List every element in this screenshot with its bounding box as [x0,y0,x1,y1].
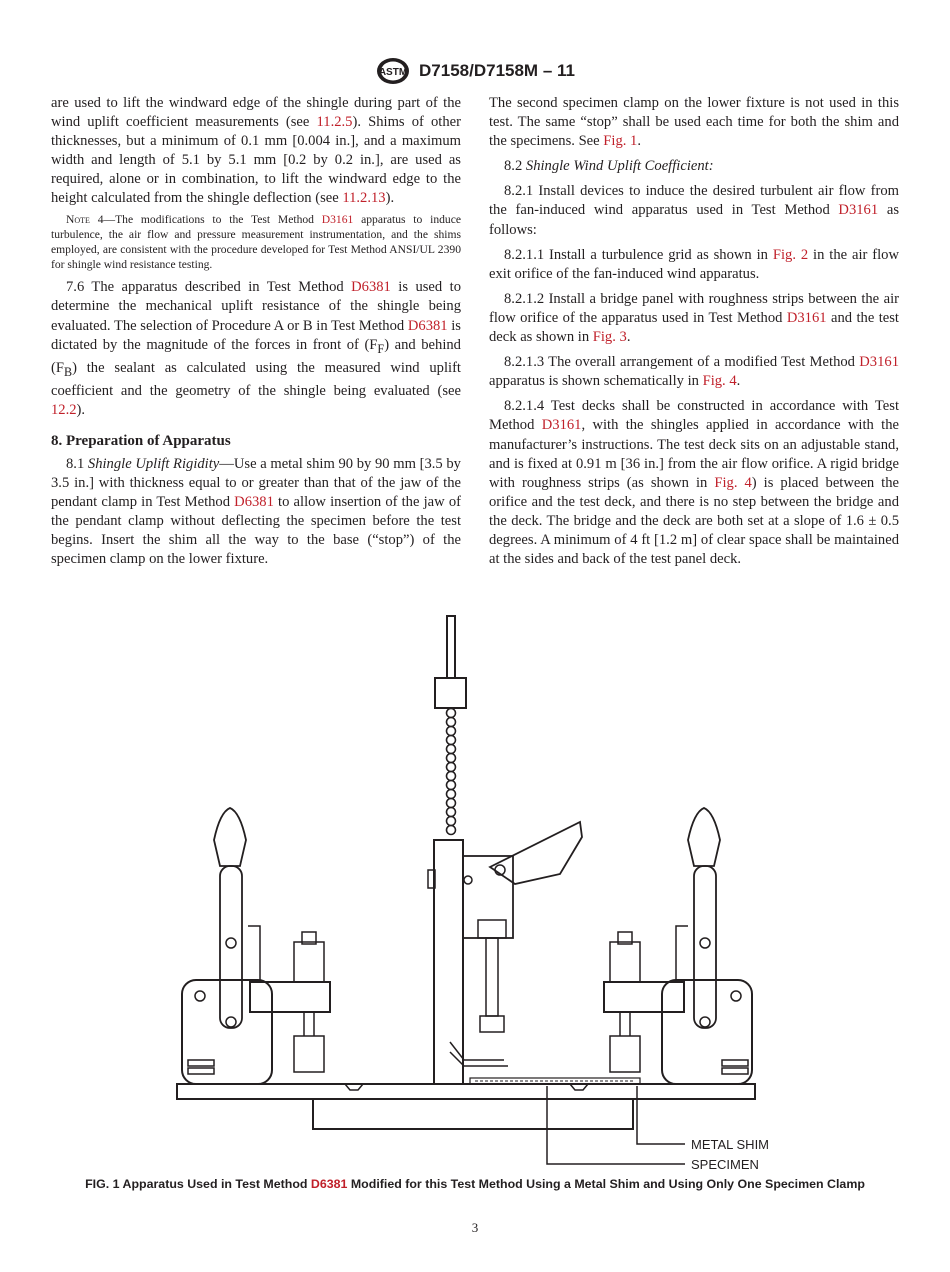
paragraph-8-1: 8.1 Shingle Uplift Rigidity—Use a metal shim 90 by 90 mm [3.5 by 3.5 in.] with thickness equal to or greater than that of the jaw of the pendant clamp in Test Method D6381 to allow insertion of the jaw of the pendant clamp without deflecting the specimen before the test begins. Insert the shim all the way to the base (“stop”) of the specimen clamp on the lower fixture. [51,455,461,568]
paragraph-8-2-1: 8.2.1 Install devices to induce the desired turbulent air flow from the fan-induced wind apparatus used in Test Method D3161 as follows: [489,183,899,238]
base-support [313,1099,633,1129]
paragraph-8-2-1-1: 8.2.1.1 Install a turbulence grid as shown in Fig. 2 in the air flow exit orifice of the fan-induced wind apparatus. [489,246,900,282]
apparatus-figure [170,612,790,1182]
left-spindle-pad [294,1036,324,1072]
right-spindle-pad [610,1036,640,1072]
link-fig-1[interactable]: Fig. 1 [603,133,638,150]
left-screw-nut [294,942,324,982]
label-specimen: SPECIMEN [691,1157,759,1172]
pendant-clamp-handle [490,822,582,884]
specimen-leader [547,1086,685,1164]
left-clamp-lever [220,866,242,1028]
link-d3161[interactable]: D3161 [541,417,582,434]
link-11-2-5[interactable]: 11.2.5 [316,114,353,131]
page-header [0,56,950,86]
link-d3161[interactable]: D3161 [321,212,354,226]
section-heading: 8. Preparation of Apparatus [51,432,231,449]
right-screw-nut [610,942,640,982]
figure-caption: FIG. 1 Apparatus Used in Test Method D6381 Modified for this Test Method Using a Metal Shim and Using Only One Specimen Clamp [85,1177,865,1191]
link-11-2-13[interactable]: 11.2.13 [342,190,386,207]
bead-chain [447,709,456,835]
page-number: 3 [471,1220,479,1235]
top-rod [447,616,455,678]
paragraph-8-2-1-4: 8.2.1.4 Test decks shall be constructed in accordance with Test Method D3161, with the shingles applied in accordance with the manufacturer’s instructions. The test deck sits on an adjustable stand, and is fixed at 0.91 m [36 in.] from the air flow orifice. A rigid bridge with roughness strips (as shown in Fig. 4) is placed between the orifice and the test deck, and there is no step between the bridge and the deck. The bridge and the deck are both set at a slope of 1.6 ± 0.5 degrees. A minimum of 4 ft [1.2 m] of clear space shall be maintained at the sides and back of the test panel deck. [489,398,900,568]
link-d6381[interactable]: D6381 [407,317,448,334]
note-4: Note 4—The modifications to the Test Method D3161 apparatus to induce turbulence, the air flow and pressure measurement instrumentation, and the shims employed, are consistent with the procedure developed for Test Method ANSI/UL 2390 for shingle wind resistance testing. [51,212,461,272]
center-post [434,840,463,1084]
link-fig-4[interactable]: Fig. 4 [702,373,737,390]
paragraph-8-2-1-2: 8.2.1.2 Install a bridge panel with roughness strips between the air flow orifice of the apparatus used in Test Method D3161 and the test deck as shown in Fig. 3. [489,290,899,346]
link-fig-4[interactable]: Fig. 4 [714,474,752,491]
link-12-2[interactable]: 12.2 [51,401,77,418]
logo-text: ASTM [378,67,408,78]
paragraph-8-2-1-3: 8.2.1.3 The overall arrangement of a modified Test Method D3161 apparatus is shown schematically in Fig. 4. [489,354,899,390]
left-column [51,94,461,570]
link-fig-3[interactable]: Fig. 3 [592,329,627,346]
link-d6381[interactable]: D6381 [310,1177,348,1191]
link-d3161[interactable]: D3161 [838,202,879,219]
right-column [489,94,899,569]
astm-logo-icon [375,56,411,86]
link-d6381[interactable]: D6381 [351,279,391,296]
base-plate [177,1084,755,1099]
shim-leader [637,1086,685,1144]
link-fig-2[interactable]: Fig. 2 [772,246,809,263]
top-block [435,678,466,708]
paragraph-continuation: The second specimen clamp on the lower fixture is not used in this test. The same “stop” shall be used each time for both the shim and the specimens. See Fig. 1. [489,95,899,150]
paragraph-8-2: 8.2 Shingle Wind Uplift Coefficient: [504,158,714,175]
link-d3161[interactable]: D3161 [786,309,827,326]
standard-designation: D7158/D7158M – 11 [419,61,575,80]
link-d3161[interactable]: D3161 [859,354,899,371]
paragraph-7-6: 7.6 The apparatus described in Test Method D6381 is used to determine the mechanical uplift resistance of the shingle being evaluated. The selection of Procedure A or B in Test Method D6381 is dictated by the magnitude of the forces in front of $(F_F)$ and behind $(F_B)$ the sealant as calculated using the measured wind uplift coefficient and the geometry of the shingle being evaluated (see 12.2). [51,279,461,418]
link-d6381[interactable]: D6381 [234,494,274,511]
paragraph-continuation: are used to lift the windward edge of the shingle during part of the wind uplift coefficient measurements (see 11.2.5). Shims of other thicknesses, but a minimum of 0.1 mm [0.004 in.], and a maximum width and length of 5.1 by 5.1 mm [0.2 by 0.2 in.], are used as required, alone or in combination, to lift the windward edge to the height calculated from the shingle deflection (see 11.2.13). [51,95,461,207]
label-metal-shim: METAL SHIM [691,1137,770,1152]
right-clamp-lever [694,866,716,1028]
left-clamp-arm [250,982,330,1012]
right-clamp-arm [604,982,684,1012]
